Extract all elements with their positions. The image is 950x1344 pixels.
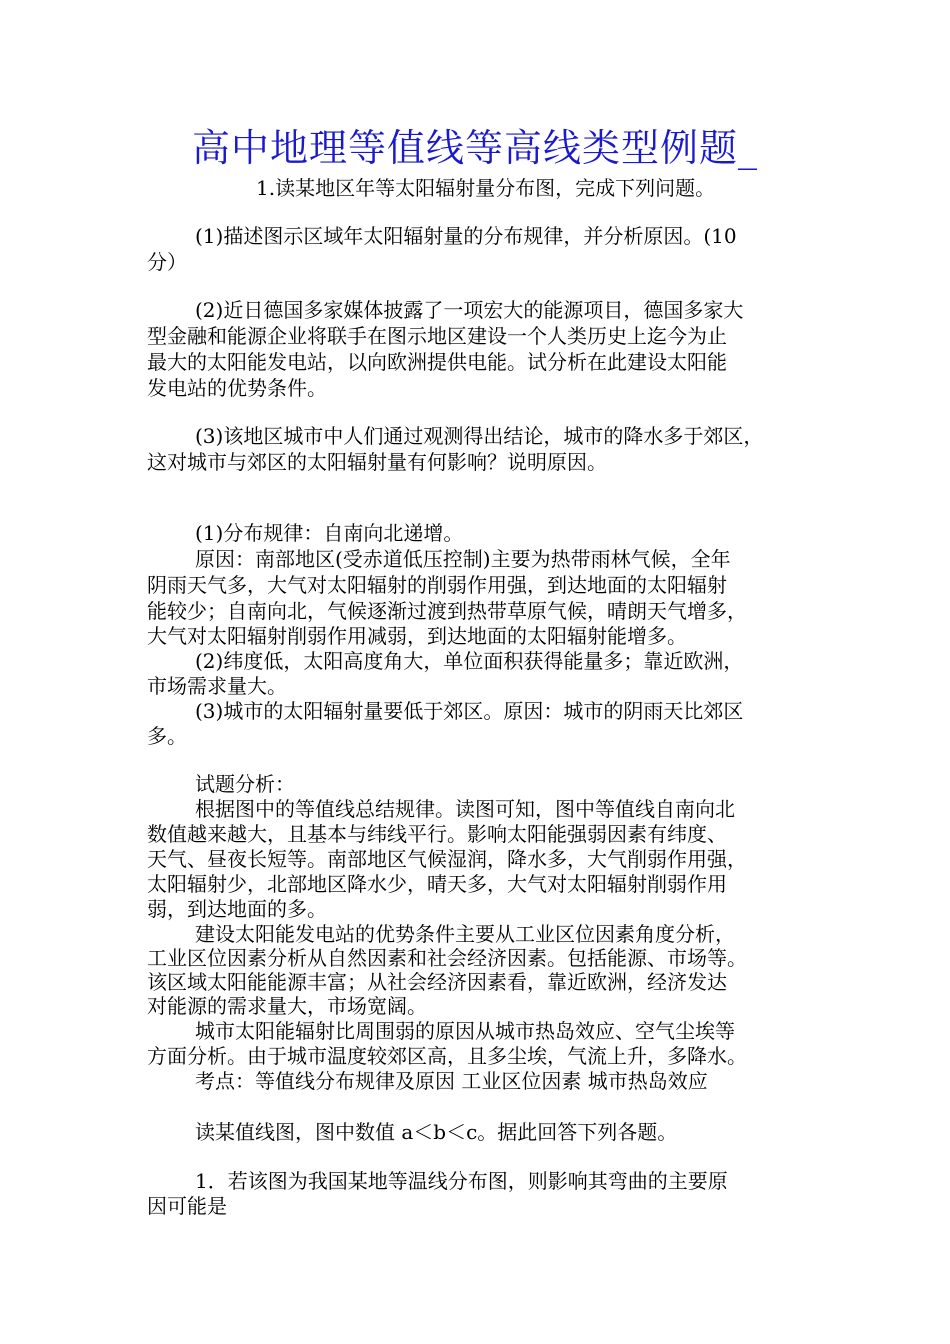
answer-line: 多。: [147, 724, 187, 748]
analysis-line: 天气、昼夜长短等。南部地区气候湿润，降水多，大气削弱作用强，: [147, 847, 747, 871]
answer-line: (3)城市的太阳辐射量要低于郊区。原因：城市的阴雨天比郊区: [195, 699, 744, 723]
analysis-line: 方面分析。由于城市温度较郊区高，且多尘埃，气流上升，多降水。: [147, 1044, 747, 1068]
answer-line: (1)分布规律：自南向北递增。: [195, 521, 464, 545]
analysis-line: 数值越来越大，且基本与纬线平行。影响太阳能强弱因素有纬度、: [147, 822, 727, 846]
analysis-line: 建设太阳能发电站的优势条件主要从工业区位因素角度分析，: [195, 922, 735, 946]
answer-line: 阴雨天气多，大气对太阳辐射的削弱作用强，到达地面的太阳辐射: [147, 573, 727, 597]
analysis-line: 太阳辐射少，北部地区降水少，晴天多，大气对太阳辐射削弱作用: [147, 872, 727, 896]
question-1-line: (1)描述图示区域年太阳辐射量的分布规律，并分析原因。(10: [195, 224, 737, 248]
question-intro: 1.读某地区年等太阳辐射量分布图，完成下列问题。: [256, 176, 716, 200]
analysis-line: 城市太阳能辐射比周围弱的原因从城市热岛效应、空气尘埃等: [195, 1019, 735, 1043]
analysis-line: 工业区位因素分析从自然因素和社会经济因素。包括能源、市场等。: [147, 946, 747, 970]
analysis-line: 对能源的需求量大，市场宽阔。: [147, 994, 427, 1018]
question-2-line: 型金融和能源企业将联手在图示地区建设一个人类历史上迄今为止: [147, 324, 727, 348]
answer-line: 市场需求量大。: [147, 674, 287, 698]
question-2-line: (2)近日德国多家媒体披露了一项宏大的能源项目，德国多家大: [195, 298, 744, 322]
answer-line: 大气对太阳辐射削弱作用减弱，到达地面的太阳辐射能增多。: [147, 624, 687, 648]
analysis-line: 弱，到达地面的多。: [147, 897, 327, 921]
question-2-line: 最大的太阳能发电站，以向欧洲提供电能。试分析在此建设太阳能: [147, 350, 727, 374]
question-1-line: 分）: [147, 250, 187, 274]
answer-line: 能较少；自南向北，气候逐渐过渡到热带草原气候，晴朗天气增多，: [147, 599, 747, 623]
analysis-line: 根据图中的等值线总结规律。读图可知，图中等值线自南向北: [195, 797, 735, 821]
next-question-intro: 读某值线图，图中数值 a＜b＜c。据此回答下列各题。: [195, 1120, 678, 1144]
exam-points: 考点：等值线分布规律及原因 工业区位因素 城市热岛效应: [195, 1069, 708, 1093]
analysis-line: 该区域太阳能能源丰富；从社会经济因素看，靠近欧洲，经济发达: [147, 970, 727, 994]
question-2-line: 发电站的优势条件。: [147, 376, 327, 400]
question-3-line: (3)该地区城市中人们通过观测得出结论，城市的降水多于郊区，: [195, 424, 764, 448]
question-3-line: 这对城市与郊区的太阳辐射量有何影响？说明原因。: [147, 450, 607, 474]
analysis-heading: 试题分析：: [195, 772, 295, 796]
next-question-line: 因可能是: [147, 1194, 227, 1218]
next-question-line: 1．若该图为我国某地等温线分布图，则影响其弯曲的主要原: [195, 1169, 728, 1193]
answer-line: (2)纬度低，太阳高度角大，单位面积获得能量多；靠近欧洲，: [195, 649, 744, 673]
document-title: 高中地理等值线等高线类型例题_: [191, 126, 758, 170]
answer-line: 原因：南部地区(受赤道低压控制)主要为热带雨林气候，全年: [195, 547, 731, 571]
